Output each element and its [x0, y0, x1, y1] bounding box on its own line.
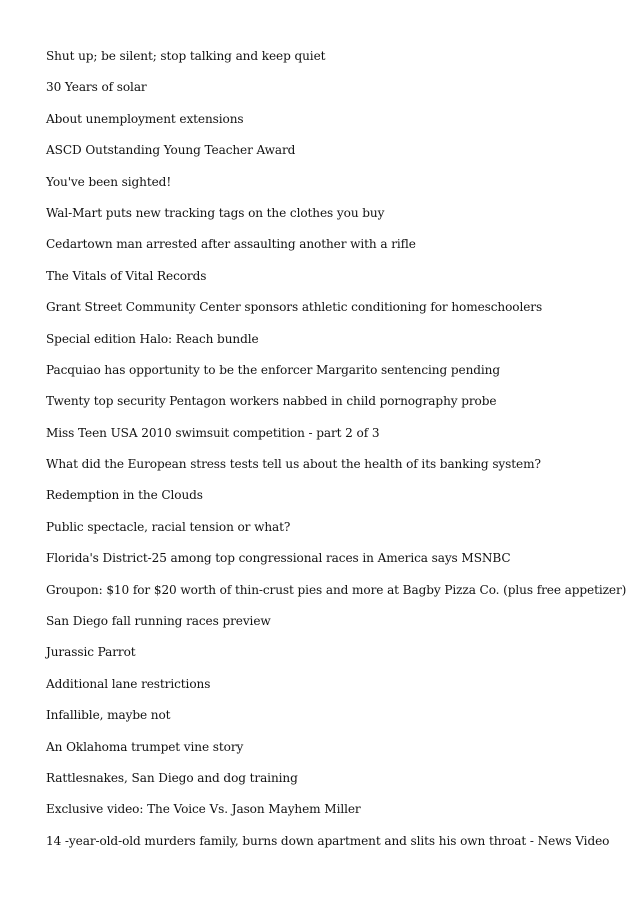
headline-item: Cedartown man arrested after assaulting another with a rifle [46, 237, 416, 252]
headline-item: Groupon: $10 for $20 worth of thin-crust pies and more at Bagby Pizza Co. (plus free appetizer) [46, 582, 627, 597]
headline-item: Pacquiao has opportunity to be the enforcer Margarito sentencing pending [46, 362, 501, 377]
headline-item: Florida's District-25 among top congressional races in America says MSNBC [46, 551, 511, 566]
headline-item: What did the European stress tests tell us about the health of its banking system? [46, 457, 541, 472]
headline-item: An Oklahoma trumpet vine story [46, 739, 244, 754]
headline-item: Special edition Halo: Reach bundle [46, 331, 259, 346]
headline-item: Jurassic Parrot [46, 645, 136, 660]
headline-item: ASCD Outstanding Young Teacher Award [46, 143, 296, 158]
headline-item: Additional lane restrictions [46, 676, 211, 691]
headline-item: The Vitals of Vital Records [46, 268, 207, 283]
headline-item: Redemption in the Clouds [46, 488, 203, 503]
headline-item: San Diego fall running races preview [46, 614, 271, 629]
headline-item: 14 -year-old-old murders family, burns down apartment and slits his own throat - News Video [46, 833, 610, 848]
headline-item: Shut up; be silent; stop talking and keep quiet [46, 49, 326, 63]
headline-item: About unemployment extensions [46, 111, 244, 126]
headline-item: Public spectacle, racial tension or what? [46, 519, 291, 534]
headline-item: Grant Street Community Center sponsors athletic conditioning for homeschoolers [46, 300, 543, 315]
headline-item: Wal-Mart puts new tracking tags on the clothes you buy [46, 205, 385, 220]
headline-item: Twenty top security Pentagon workers nabbed in child pornography probe [46, 394, 497, 409]
headline-item: Infallible, maybe not [46, 708, 171, 723]
headline-item: You've been sighted! [46, 174, 172, 189]
headline-item: Exclusive video: The Voice Vs. Jason Mayhem Miller [46, 802, 361, 817]
headline-list [46, 47, 626, 863]
headline-item: Rattlesnakes, San Diego and dog training [46, 770, 298, 785]
headline-item: Miss Teen USA 2010 swimsuit competition - part 2 of 3 [46, 425, 380, 440]
headline-item: 30 Years of solar [46, 80, 147, 95]
